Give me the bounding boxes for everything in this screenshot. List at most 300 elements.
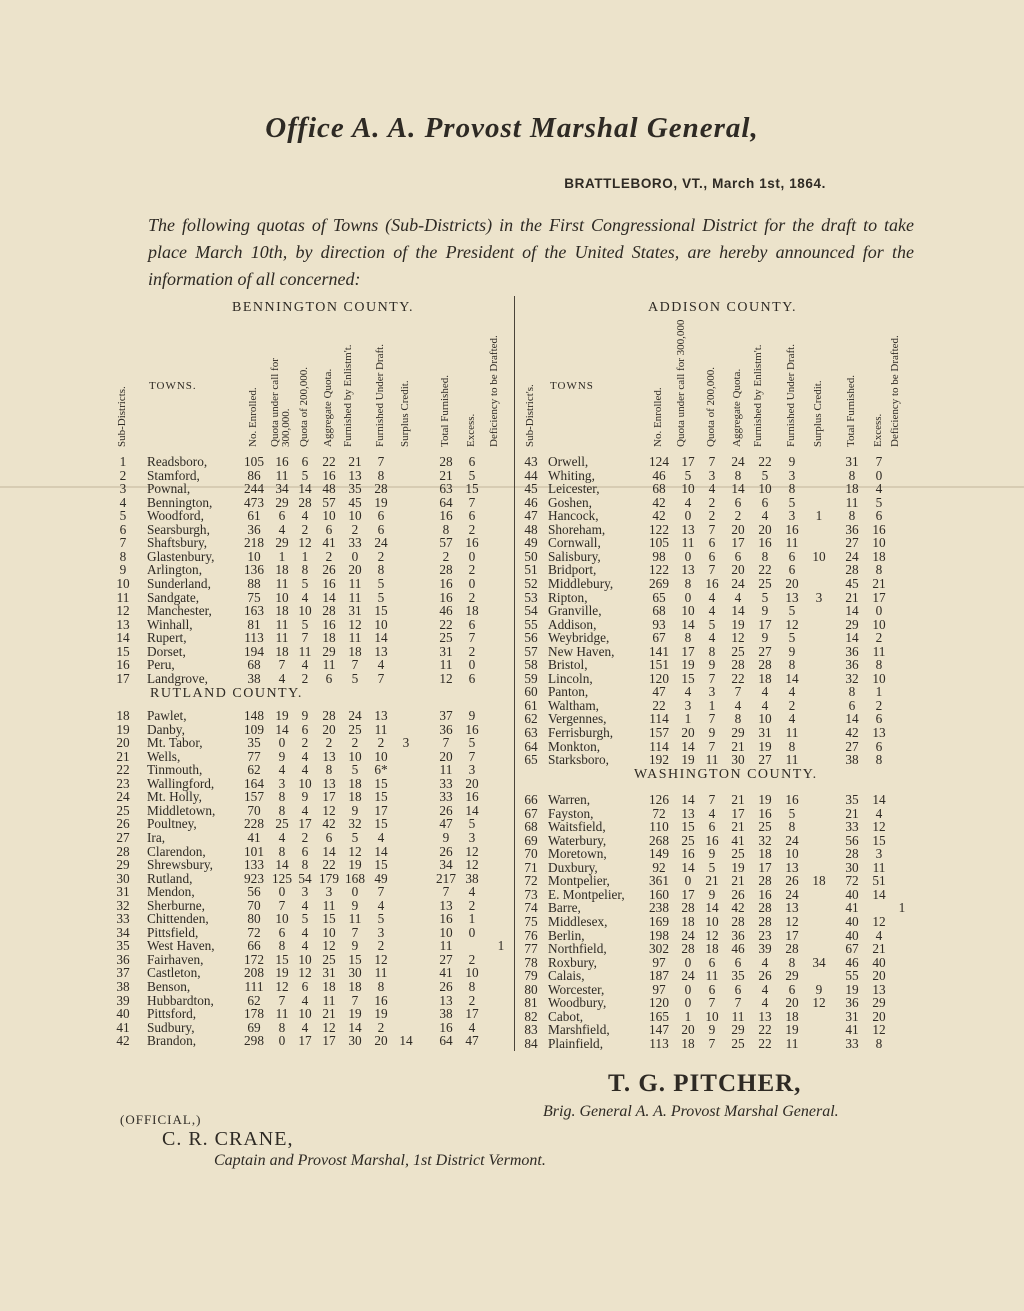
quota-value: 7 xyxy=(278,992,286,1008)
sub-district-number: 78 xyxy=(524,954,538,970)
quota-value: 163 xyxy=(244,603,264,619)
quota-value: 18 xyxy=(275,603,289,619)
sub-district-number: 25 xyxy=(116,802,130,818)
sub-district-number: 6 xyxy=(119,521,127,537)
quota-value: 46 xyxy=(439,603,453,619)
quota-value: 16 xyxy=(758,886,772,902)
quota-value: 3 xyxy=(875,846,883,862)
town-name: Mt. Tabor, xyxy=(147,735,203,751)
quota-value: 10 xyxy=(322,508,336,524)
quota-value: 11 xyxy=(705,752,719,768)
table-row xyxy=(0,645,1024,659)
quota-value: 10 xyxy=(465,965,479,981)
quota-value: 24 xyxy=(785,832,799,848)
quota-value: 4 xyxy=(301,992,309,1008)
signature-name: T. G. PITCHER, xyxy=(608,1070,802,1097)
quota-value: 4 xyxy=(301,924,309,940)
quota-value: 5 xyxy=(761,467,769,483)
quota-value: 17 xyxy=(731,535,745,551)
table-row xyxy=(0,969,1024,983)
table-row xyxy=(0,536,1024,550)
quota-value: 6 xyxy=(301,721,309,737)
quota-value: 17 xyxy=(681,643,695,659)
quota-value: 17 xyxy=(374,802,388,818)
quota-value: 10 xyxy=(247,548,261,564)
quota-value: 179 xyxy=(319,870,339,886)
quota-value: 4 xyxy=(684,494,692,510)
town-name: Goshen, xyxy=(548,494,592,510)
table-row xyxy=(0,992,1024,1011)
quota-value: 10 xyxy=(812,548,826,564)
quota-value: 1 xyxy=(815,508,823,524)
sub-district-number: 68 xyxy=(524,819,538,835)
quota-value: 12 xyxy=(785,616,799,632)
sub-district-number: 1 xyxy=(119,454,127,469)
quota-value: 20 xyxy=(681,725,695,740)
town-name: Tinmouth, xyxy=(147,762,203,778)
quota-value: 29 xyxy=(731,1022,745,1038)
quota-value: 18 xyxy=(872,548,886,564)
quota-value: 15 xyxy=(681,670,695,686)
quota-value: 19 xyxy=(681,657,695,673)
sub-district-number: 73 xyxy=(524,886,538,902)
quota-value: 125 xyxy=(272,870,292,886)
quota-value: 7 xyxy=(377,884,385,900)
quota-value: 14 xyxy=(845,711,859,727)
table-row xyxy=(0,1019,1024,1038)
town-name: Berlin, xyxy=(548,927,585,943)
quota-value: 17 xyxy=(298,1033,312,1049)
quota-value: 5 xyxy=(351,762,359,778)
table-row xyxy=(0,870,1024,889)
quota-value: 63 xyxy=(439,481,453,497)
quota-value: 2 xyxy=(442,548,450,564)
quota-value: 7 xyxy=(708,454,716,469)
quota-value: 57 xyxy=(439,535,453,551)
quota-value: 36 xyxy=(731,927,745,943)
quota-value: 7 xyxy=(468,630,476,646)
quota-value: 25 xyxy=(275,816,289,832)
quota-value: 10 xyxy=(374,748,388,764)
quota-value: 88 xyxy=(247,575,261,591)
column-header: Furnished by Enlistm't. xyxy=(342,344,354,447)
table-row xyxy=(0,942,1024,956)
quota-value: 17 xyxy=(731,805,745,821)
quota-value: 22 xyxy=(322,857,336,873)
quota-value: 7 xyxy=(278,657,286,673)
quota-value: 16 xyxy=(872,521,886,537)
quota-value: 7 xyxy=(468,494,476,510)
sub-district-number: 61 xyxy=(524,697,538,713)
quota-value: 13 xyxy=(374,708,388,723)
table-row xyxy=(0,753,1024,767)
quota-value: 20 xyxy=(439,748,453,764)
table-row xyxy=(0,523,1024,537)
quota-value: 24 xyxy=(785,886,799,902)
quota-value: 5 xyxy=(468,816,476,832)
quota-value: 120 xyxy=(649,670,669,686)
quota-value: 3 xyxy=(788,467,796,483)
quota-value: 11 xyxy=(439,938,453,954)
quota-value: 8 xyxy=(788,481,796,497)
quota-value: 20 xyxy=(465,775,479,791)
quota-value: 192 xyxy=(649,752,669,768)
quota-value: 28 xyxy=(439,562,453,578)
table-row xyxy=(0,509,1024,523)
quota-value: 47 xyxy=(439,816,453,832)
quota-value: 2 xyxy=(468,897,476,913)
quota-value: 5 xyxy=(377,575,385,591)
quota-value: 16 xyxy=(439,589,453,605)
quota-value: 16 xyxy=(705,575,719,591)
quota-value: 8 xyxy=(377,467,385,483)
quota-value: 13 xyxy=(322,775,336,791)
quota-value: 4 xyxy=(875,805,883,821)
column-header: No. Enrolled. xyxy=(652,387,664,447)
sub-district-number: 48 xyxy=(524,521,538,537)
quota-value: 7 xyxy=(708,562,716,578)
quota-value: 19 xyxy=(348,857,362,873)
quota-value: 16 xyxy=(705,832,719,848)
quota-value: 4 xyxy=(761,508,769,524)
sub-district-number: 33 xyxy=(116,911,130,927)
quota-value: 11 xyxy=(275,467,289,483)
quota-value: 11 xyxy=(348,575,362,591)
dateline: BRATTLEBORO, VT., March 1st, 1864. xyxy=(564,176,826,191)
quota-value: 18 xyxy=(845,481,859,497)
town-name: Waitsfield, xyxy=(548,819,606,835)
quota-value: 12 xyxy=(322,802,336,818)
sub-district-number: 12 xyxy=(116,603,130,619)
town-name: Middlesex, xyxy=(548,913,608,929)
table-row xyxy=(0,807,1024,821)
quota-value: 17 xyxy=(322,789,336,805)
quota-value: 18 xyxy=(322,979,336,994)
quota-value: 16 xyxy=(322,467,336,483)
quota-value: 4 xyxy=(734,697,742,713)
quota-value: 6 xyxy=(325,521,333,537)
quota-value: 33 xyxy=(439,789,453,805)
quota-value: 7 xyxy=(377,454,385,469)
quota-value: 14 xyxy=(731,481,745,497)
quota-value: 15 xyxy=(465,481,479,497)
quota-value: 61 xyxy=(247,508,261,524)
quota-value: 40 xyxy=(845,886,859,902)
quota-value: 13 xyxy=(758,1008,772,1024)
quota-value: 14 xyxy=(322,589,336,605)
town-name: Woodbury, xyxy=(548,995,607,1011)
quota-value: 8 xyxy=(788,738,796,754)
sub-district-number: 41 xyxy=(116,1019,130,1035)
quota-value: 5 xyxy=(875,494,883,510)
quota-value: 11 xyxy=(785,752,799,768)
quota-value: 4 xyxy=(708,481,716,497)
quota-value: 22 xyxy=(731,670,745,686)
town-name: Chittenden, xyxy=(147,911,209,927)
sub-district-number: 10 xyxy=(116,575,130,591)
quota-value: 40 xyxy=(845,927,859,943)
quota-value: 6 xyxy=(278,508,286,524)
town-name: Lincoln, xyxy=(548,670,593,686)
quota-value: 11 xyxy=(348,589,362,605)
quota-value: 67 xyxy=(652,630,666,646)
quota-value: 25 xyxy=(322,951,336,967)
quota-value: 1 xyxy=(497,938,505,954)
quota-value: 4 xyxy=(301,508,309,524)
quota-value: 16 xyxy=(275,454,289,469)
town-name: Calais, xyxy=(548,968,585,984)
quota-value: 35 xyxy=(731,968,745,984)
quota-value: 151 xyxy=(649,657,669,673)
quota-value: 25 xyxy=(439,630,453,646)
column-header: Deficiency to be Drafted. xyxy=(889,335,901,447)
quota-value: 6* xyxy=(374,762,388,778)
quota-value: 41 xyxy=(247,829,261,845)
quota-value: 10 xyxy=(348,508,362,524)
quota-value: 33 xyxy=(439,775,453,791)
quota-value: 4 xyxy=(278,670,286,686)
quota-value: 6 xyxy=(761,494,769,510)
quota-value: 26 xyxy=(439,843,453,859)
table-row xyxy=(0,496,1024,510)
quota-value: 6 xyxy=(377,521,385,537)
quota-value: 17 xyxy=(322,1033,336,1049)
sub-district-number: 13 xyxy=(116,616,130,632)
quota-value: 16 xyxy=(439,1019,453,1035)
quota-value: 2 xyxy=(377,735,385,751)
county-heading: BENNINGTON COUNTY. xyxy=(232,300,415,315)
quota-value: 6 xyxy=(734,954,742,970)
quota-value: 4 xyxy=(708,603,716,619)
sub-district-number: 16 xyxy=(116,657,130,673)
quota-value: 12 xyxy=(872,913,886,929)
quota-value: 7 xyxy=(351,657,359,673)
town-name: Addison, xyxy=(548,616,597,632)
quota-value: 172 xyxy=(244,951,264,967)
quota-value: 31 xyxy=(845,454,859,469)
column-header-towns: TOWNS xyxy=(550,380,594,392)
quota-value: 11 xyxy=(439,657,453,673)
sub-district-number: 30 xyxy=(116,870,130,886)
quota-value: 4 xyxy=(875,481,883,497)
quota-value: 15 xyxy=(374,857,388,873)
sub-district-number: 29 xyxy=(116,857,130,873)
quota-value: 16 xyxy=(465,535,479,551)
quota-value: 25 xyxy=(731,846,745,862)
quota-value: 7 xyxy=(442,884,450,900)
sub-district-number: 55 xyxy=(524,616,538,632)
quota-value: 27 xyxy=(845,535,859,551)
sub-district-number: 23 xyxy=(116,775,130,791)
table-row xyxy=(0,685,1024,699)
sub-district-number: 50 xyxy=(524,548,538,564)
quota-value: 13 xyxy=(681,562,695,578)
town-name: Plainfield, xyxy=(548,1035,604,1051)
quota-value: 19 xyxy=(845,981,859,997)
quota-value: 19 xyxy=(348,1006,362,1022)
quota-value: 16 xyxy=(439,911,453,927)
town-name: Roxbury, xyxy=(548,954,597,970)
quota-value: 114 xyxy=(649,711,669,727)
quota-value: 8 xyxy=(734,711,742,727)
town-name: Landgrove, xyxy=(147,670,208,686)
quota-value: 36 xyxy=(845,995,859,1011)
quota-value: 8 xyxy=(278,938,286,954)
quota-value: 18 xyxy=(348,775,362,791)
quota-value: 11 xyxy=(322,992,336,1008)
quota-value: 7 xyxy=(468,748,476,764)
quota-value: 18 xyxy=(322,630,336,646)
quota-value: 33 xyxy=(348,535,362,551)
quota-value: 6 xyxy=(708,535,716,551)
quota-value: 14 xyxy=(681,616,695,632)
quota-value: 32 xyxy=(845,670,859,686)
quota-value: 13 xyxy=(374,643,388,659)
quota-value: 164 xyxy=(244,775,264,791)
quota-value: 12 xyxy=(705,927,719,943)
quota-value: 169 xyxy=(649,913,669,929)
quota-value: 8 xyxy=(278,1019,286,1035)
quota-value: 11 xyxy=(275,616,289,632)
quota-value: 1 xyxy=(875,684,883,700)
quota-value: 36 xyxy=(845,643,859,659)
quota-value: 124 xyxy=(649,454,669,469)
quota-value: 6 xyxy=(875,711,883,727)
town-name: Panton, xyxy=(548,684,589,700)
column-header: Quota under call for 300,000 xyxy=(675,319,687,447)
quota-value: 22 xyxy=(439,616,453,632)
quota-value: 4 xyxy=(278,829,286,845)
quota-value: 8 xyxy=(708,643,716,659)
quota-value: 8 xyxy=(684,630,692,646)
quota-value: 16 xyxy=(374,992,388,1008)
quota-value: 98 xyxy=(652,548,666,564)
quota-value: 10 xyxy=(758,711,772,727)
quota-value: 244 xyxy=(244,481,264,497)
quota-value: 4 xyxy=(468,884,476,900)
table-row xyxy=(0,1010,1024,1024)
quota-value: 15 xyxy=(374,789,388,805)
quota-value: 26 xyxy=(322,562,336,578)
sub-district-number: 11 xyxy=(116,589,130,605)
town-name: Poultney, xyxy=(147,816,197,832)
quota-value: 1 xyxy=(278,548,286,564)
quota-value: 17 xyxy=(465,1006,479,1022)
quota-value: 14 xyxy=(731,603,745,619)
quota-value: 473 xyxy=(244,494,264,510)
sub-district-number: 77 xyxy=(524,941,538,957)
table-row xyxy=(0,820,1024,834)
sub-district-number: 26 xyxy=(116,816,130,832)
quota-value: 6 xyxy=(301,843,309,859)
quota-value: 0 xyxy=(278,735,286,751)
quota-value: 0 xyxy=(468,924,476,940)
quota-value: 34 xyxy=(812,954,826,970)
quota-value: 21 xyxy=(872,941,886,957)
quota-value: 9 xyxy=(708,657,716,673)
quota-value: 80 xyxy=(247,911,261,927)
quota-value: 29 xyxy=(275,494,289,510)
table-row xyxy=(0,672,1024,686)
town-name: Manchester, xyxy=(147,603,212,619)
quota-value: 5 xyxy=(301,616,309,632)
quota-value: 42 xyxy=(652,508,666,524)
quota-value: 198 xyxy=(649,927,669,943)
quota-value: 7 xyxy=(708,711,716,727)
quota-value: 8 xyxy=(377,562,385,578)
table-row xyxy=(0,834,1024,848)
quota-value: 5 xyxy=(301,575,309,591)
sub-district-number: 56 xyxy=(524,630,538,646)
quota-value: 28 xyxy=(322,708,336,723)
table-row xyxy=(0,712,1024,726)
quota-value: 11 xyxy=(275,630,289,646)
sub-district-number: 2 xyxy=(119,467,127,483)
quota-value: 31 xyxy=(758,725,772,740)
quota-value: 5 xyxy=(788,805,796,821)
quota-value: 17 xyxy=(758,616,772,632)
quota-value: 30 xyxy=(348,1033,362,1049)
quota-value: 2 xyxy=(351,521,359,537)
town-name: Danby, xyxy=(147,721,185,737)
quota-value: 28 xyxy=(845,562,859,578)
quota-value: 36 xyxy=(439,721,453,737)
quota-value: 29 xyxy=(731,725,745,740)
quota-value: 0 xyxy=(684,995,692,1011)
town-name: Castleton, xyxy=(147,965,201,981)
quota-value: 10 xyxy=(439,924,453,940)
quota-value: 56 xyxy=(845,832,859,848)
quota-value: 8 xyxy=(684,575,692,591)
table-row xyxy=(0,563,1024,577)
quota-value: 65 xyxy=(652,589,666,605)
town-name: Starksboro, xyxy=(548,752,609,768)
quota-value: 10 xyxy=(298,1006,312,1022)
quota-value: 28 xyxy=(845,846,859,862)
table-row xyxy=(0,888,1024,902)
quota-value: 16 xyxy=(322,616,336,632)
town-name: Readsboro, xyxy=(147,454,208,469)
town-name: Cabot, xyxy=(548,1008,584,1024)
quota-value: 168 xyxy=(345,870,365,886)
quota-value: 8 xyxy=(848,508,856,524)
quota-value: 18 xyxy=(275,643,289,659)
sub-district-number: 57 xyxy=(524,643,538,659)
column-header: Furnished by Enlistm't. xyxy=(752,344,764,447)
quota-value: 1 xyxy=(684,711,692,727)
quota-value: 14 xyxy=(845,630,859,646)
quota-value: 11 xyxy=(275,1006,289,1022)
table-row xyxy=(0,956,1024,970)
town-name: Salisbury, xyxy=(548,548,601,564)
quota-value: 7 xyxy=(278,897,286,913)
quota-value: 2 xyxy=(377,548,385,564)
column-header: Sub-District's. xyxy=(524,384,536,447)
quota-value: 36 xyxy=(247,521,261,537)
quota-value: 14 xyxy=(399,1033,413,1049)
quota-value: 13 xyxy=(785,589,799,605)
quota-value: 7 xyxy=(708,792,716,807)
quota-value: 8 xyxy=(788,819,796,835)
quota-value: 4 xyxy=(761,954,769,970)
quota-value: 1 xyxy=(468,911,476,927)
quota-value: 24 xyxy=(731,575,745,591)
quota-value: 11 xyxy=(681,535,695,551)
quota-value: 62 xyxy=(247,762,261,778)
quota-value: 0 xyxy=(684,981,692,997)
quota-value: 113 xyxy=(244,630,264,646)
quota-value: 6 xyxy=(468,508,476,524)
